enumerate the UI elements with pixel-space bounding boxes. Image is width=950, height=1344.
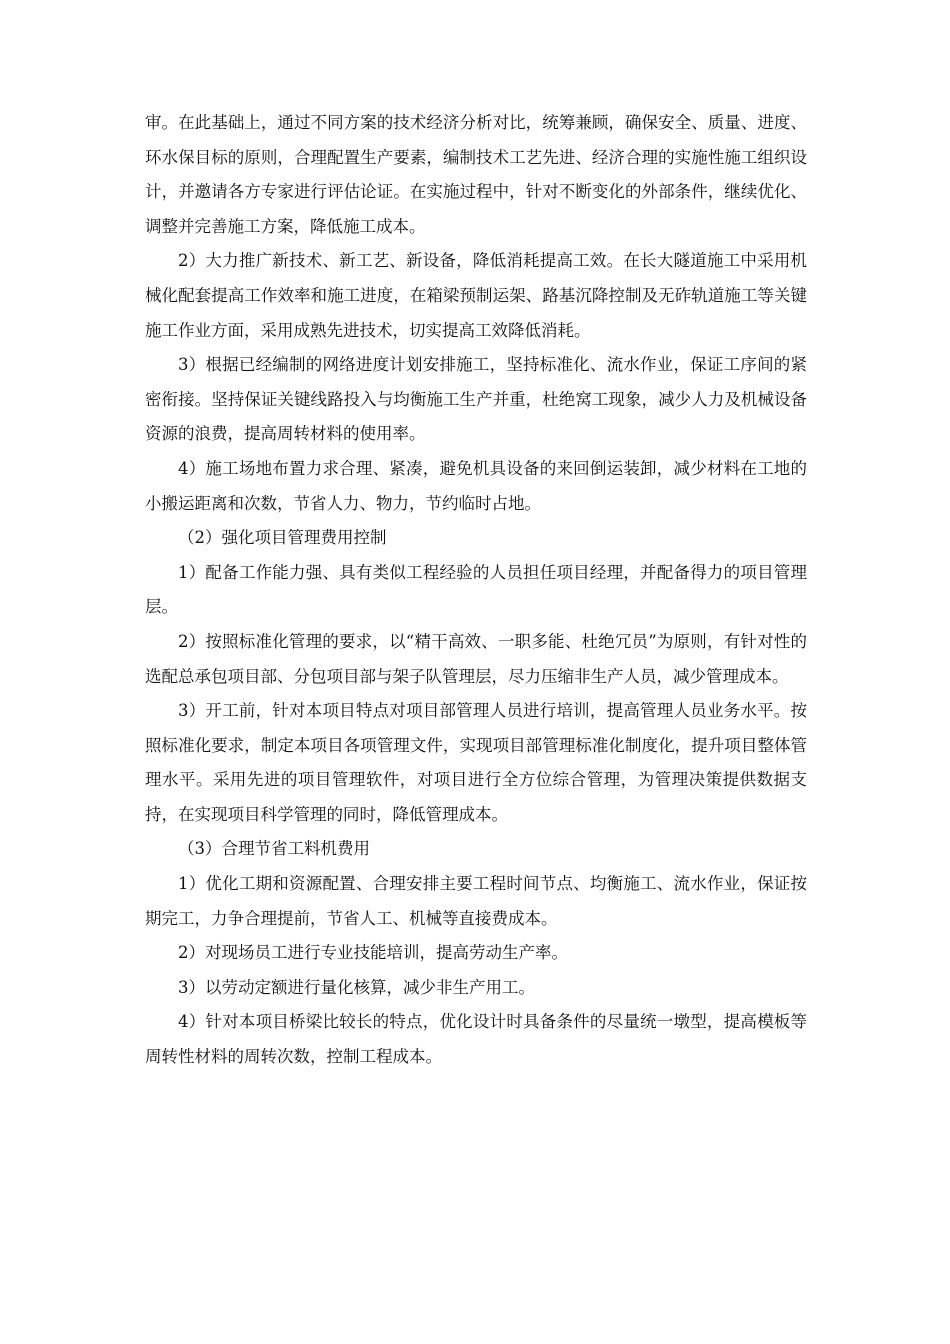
section-heading-2: （2）强化项目管理费用控制 <box>178 528 387 548</box>
paragraph-item-3: 3）根据已经编制的网络进度计划安排施工，坚持标准化、流水作业，保证工序间的紧密衔接。坚持保证关键线路投入与均衡施工生产并重，杜绝窝工现象，减少人力及机械设备资源的浪费，提高周转材料的使用率。 <box>145 355 807 444</box>
paragraph-item-1: 1）优化工期和资源配置、合理安排主要工程时间节点、均衡施工、流水作业，保证按期完工，力争合理提前，节省人工、机械等直接费成本。 <box>145 874 807 928</box>
paragraph-continuation: 审。在此基础上，通过不同方案的技术经济分析对比，统筹兼顾，确保安全、质量、进度、环水保目标的原则，合理配置生产要素，编制技术工艺先进、经济合理的实施性施工组织设计，并邀请各方专家进行评估论证。在实施过程中，针对不断变化的外部条件，继续优化、调整并完善施工方案，降低施工成本。 <box>145 113 807 236</box>
paragraph-item-3: 3）以劳动定额进行量化核算，减少非生产用工。 <box>178 977 535 997</box>
paragraph-item-2: 2）大力推广新技术、新工艺、新设备，降低消耗提高工效。在长大隧道施工中采用机械化配套提高工作效率和施工进度，在箱梁预制运架、路基沉降控制及无砟轨道施工等关键施工作业方面，采用成熟先进技术，切实提高工效降低消耗。 <box>145 251 807 340</box>
paragraph-item-3: 3）开工前，针对本项目特点对项目部管理人员进行培训，提高管理人员业务水平。按照标准化要求，制定本项目各项管理文件，实现项目部管理标准化制度化，提升项目整体管理水平。采用先进的项目管理软件，对项目进行全方位综合管理，为管理决策提供数据支持，在实现项目科学管理的同时，降低管理成本。 <box>145 701 807 824</box>
paragraph-item-4: 4）施工场地布置力求合理、紧凑，避免机具设备的来回倒运装卸，减少材料在工地的小搬运距离和次数，节省人力、物力，节约临时占地。 <box>145 458 807 513</box>
paragraph-item-2: 2）对现场员工进行专业技能培训，提高劳动生产率。 <box>178 943 568 963</box>
paragraph-item-4: 4）针对本项目桥梁比较长的特点，优化设计时具备条件的尽量统一墩型，提高模板等周转性材料的周转次数，控制工程成本。 <box>145 1012 807 1067</box>
document-body <box>145 106 807 1075</box>
paragraph-item-2: 2）按照标准化管理的要求，以“精干高效、一职多能、杜绝冗员”为原则，有针对性的选配总承包项目部、分包项目部与架子队管理层，尽力压缩非生产人员，减少管理成本。 <box>145 631 807 686</box>
paragraph-item-1: 1）配备工作能力强、具有类似工程经验的人员担任项目经理，并配备得力的项目管理层。 <box>145 562 807 617</box>
section-heading-3: （3）合理节省工料机费用 <box>178 839 370 859</box>
